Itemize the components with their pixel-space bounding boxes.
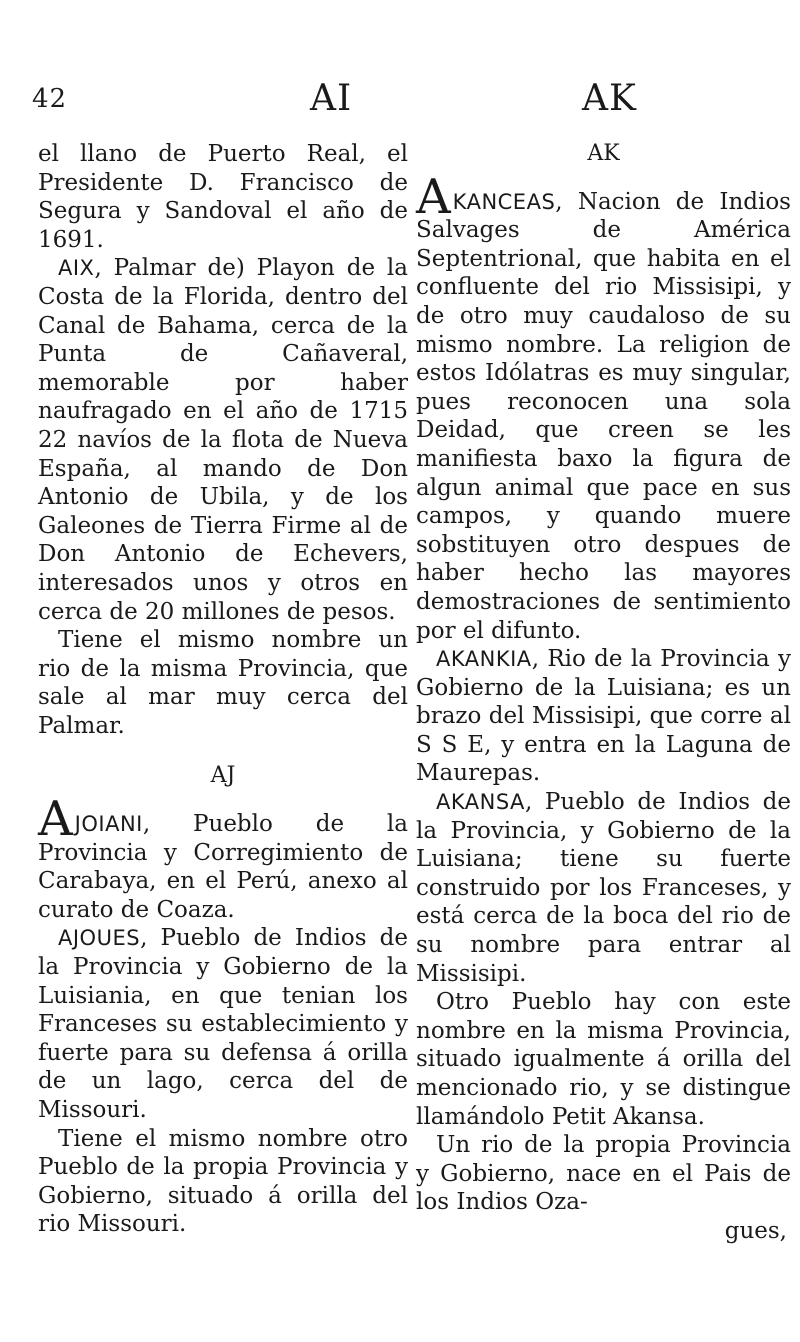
catchword: gues, [724,1217,787,1244]
entry-ajoues-note: Tiene el mismo nombre otro Pueblo de la propia Provincia y Gobierno, situado á orilla del rio Missouri. [38,1125,408,1238]
entry-akansa [416,788,791,988]
entry-headword: AKANKIA [436,647,532,672]
running-head-right: AK [582,78,637,119]
entry-text: , Pueblo de Indios de la Provincia, y Gobierno de la Luisiana; tiene su fuerte construido por los Franceses, y está cerca de la boca del rio de su nombre para entrar al Missisipi. [416,789,791,987]
right-column [416,140,791,1246]
section-heading-ak: AK [587,141,620,166]
entry-akankia [416,645,791,788]
entry-headword: AJOUES [58,926,141,951]
entry-akansa-river: Un rio de la propia Provincia y Gobierno, nace en el Pais de los Indios Oza- [416,1132,791,1216]
entry-aix-note: Tiene el mismo nombre un rio de la misma Provincia, que sale al mar muy cerca del Palmar. [38,627,408,739]
page-header [0,78,800,128]
page-number: 42 [32,84,68,114]
drop-cap: A [38,791,73,848]
entry-ajoues [38,924,408,1124]
entry-continuation: el llano de Puerto Real, el Presidente D. Francisco de Segura y Sandoval el año de 1691. [38,141,408,253]
entry-text: , Rio de la Provincia y Gobierno de la Luisiana; es un brazo del Missisipi, que corre al S S E, y entra en la Laguna de Maurepas. [416,646,791,787]
entry-akanceas [416,168,791,646]
entry-headword: JOIANI [74,812,143,837]
entry-akansa-note: Otro Pueblo hay con este nombre en la misma Provincia, situado igualmente á orilla del mencionado rio, y se distingue llamándolo Petit Akansa. [416,989,791,1130]
entry-ajoiani [38,791,408,924]
drop-cap: A [416,168,451,225]
entry-text: , Pueblo de la Provincia y Corregimiento de Carabaya, en el Perú, anexo al curato de Coaza. [38,811,408,923]
entry-headword: KANCEAS [452,189,556,214]
entry-headword: AKANSA [436,790,525,815]
entry-headword: AIX [58,256,95,281]
left-column [38,140,408,1239]
running-head-left: AI [310,78,353,119]
entry-text: , Palmar de) Playon de la Costa de la Florida, dentro del Canal de Bahama, cerca de la Punta de Cañaveral, memorable por haber naufragado en el año de 1715 22 navíos de la flota de Nueva España, al mando de Don Antonio de Ubila, y de los Galeones de Tierra Firme al de Don Antonio de Echevers, interesados unos y otros en cerca de 20 millones de pesos. [38,255,408,625]
entry-text: , Pueblo de Indios de la Provincia y Gobierno de la Luisiania, en que tenian los Franceses su establecimiento y fuerte para su defensa á orilla de un lago, cerca del de Missouri. [38,925,408,1123]
section-heading-aj: AJ [210,763,236,789]
entry-text: , Nacion de Indios Salvages de América Septentrional, que habita en el confluente del rio Missisipi, y de otro muy caudaloso de su mismo nombre. La religion de estos Idólatras es muy singular, pues reconocen una sola Deidad, que creen se les manifiesta baxo la figura de algun animal que pace en sus campos, y quando muere sobstituyen otro despues de haber hecho las mayores demostraciones de sentimiento por el difunto. [416,188,791,644]
entry-aix [38,254,408,626]
